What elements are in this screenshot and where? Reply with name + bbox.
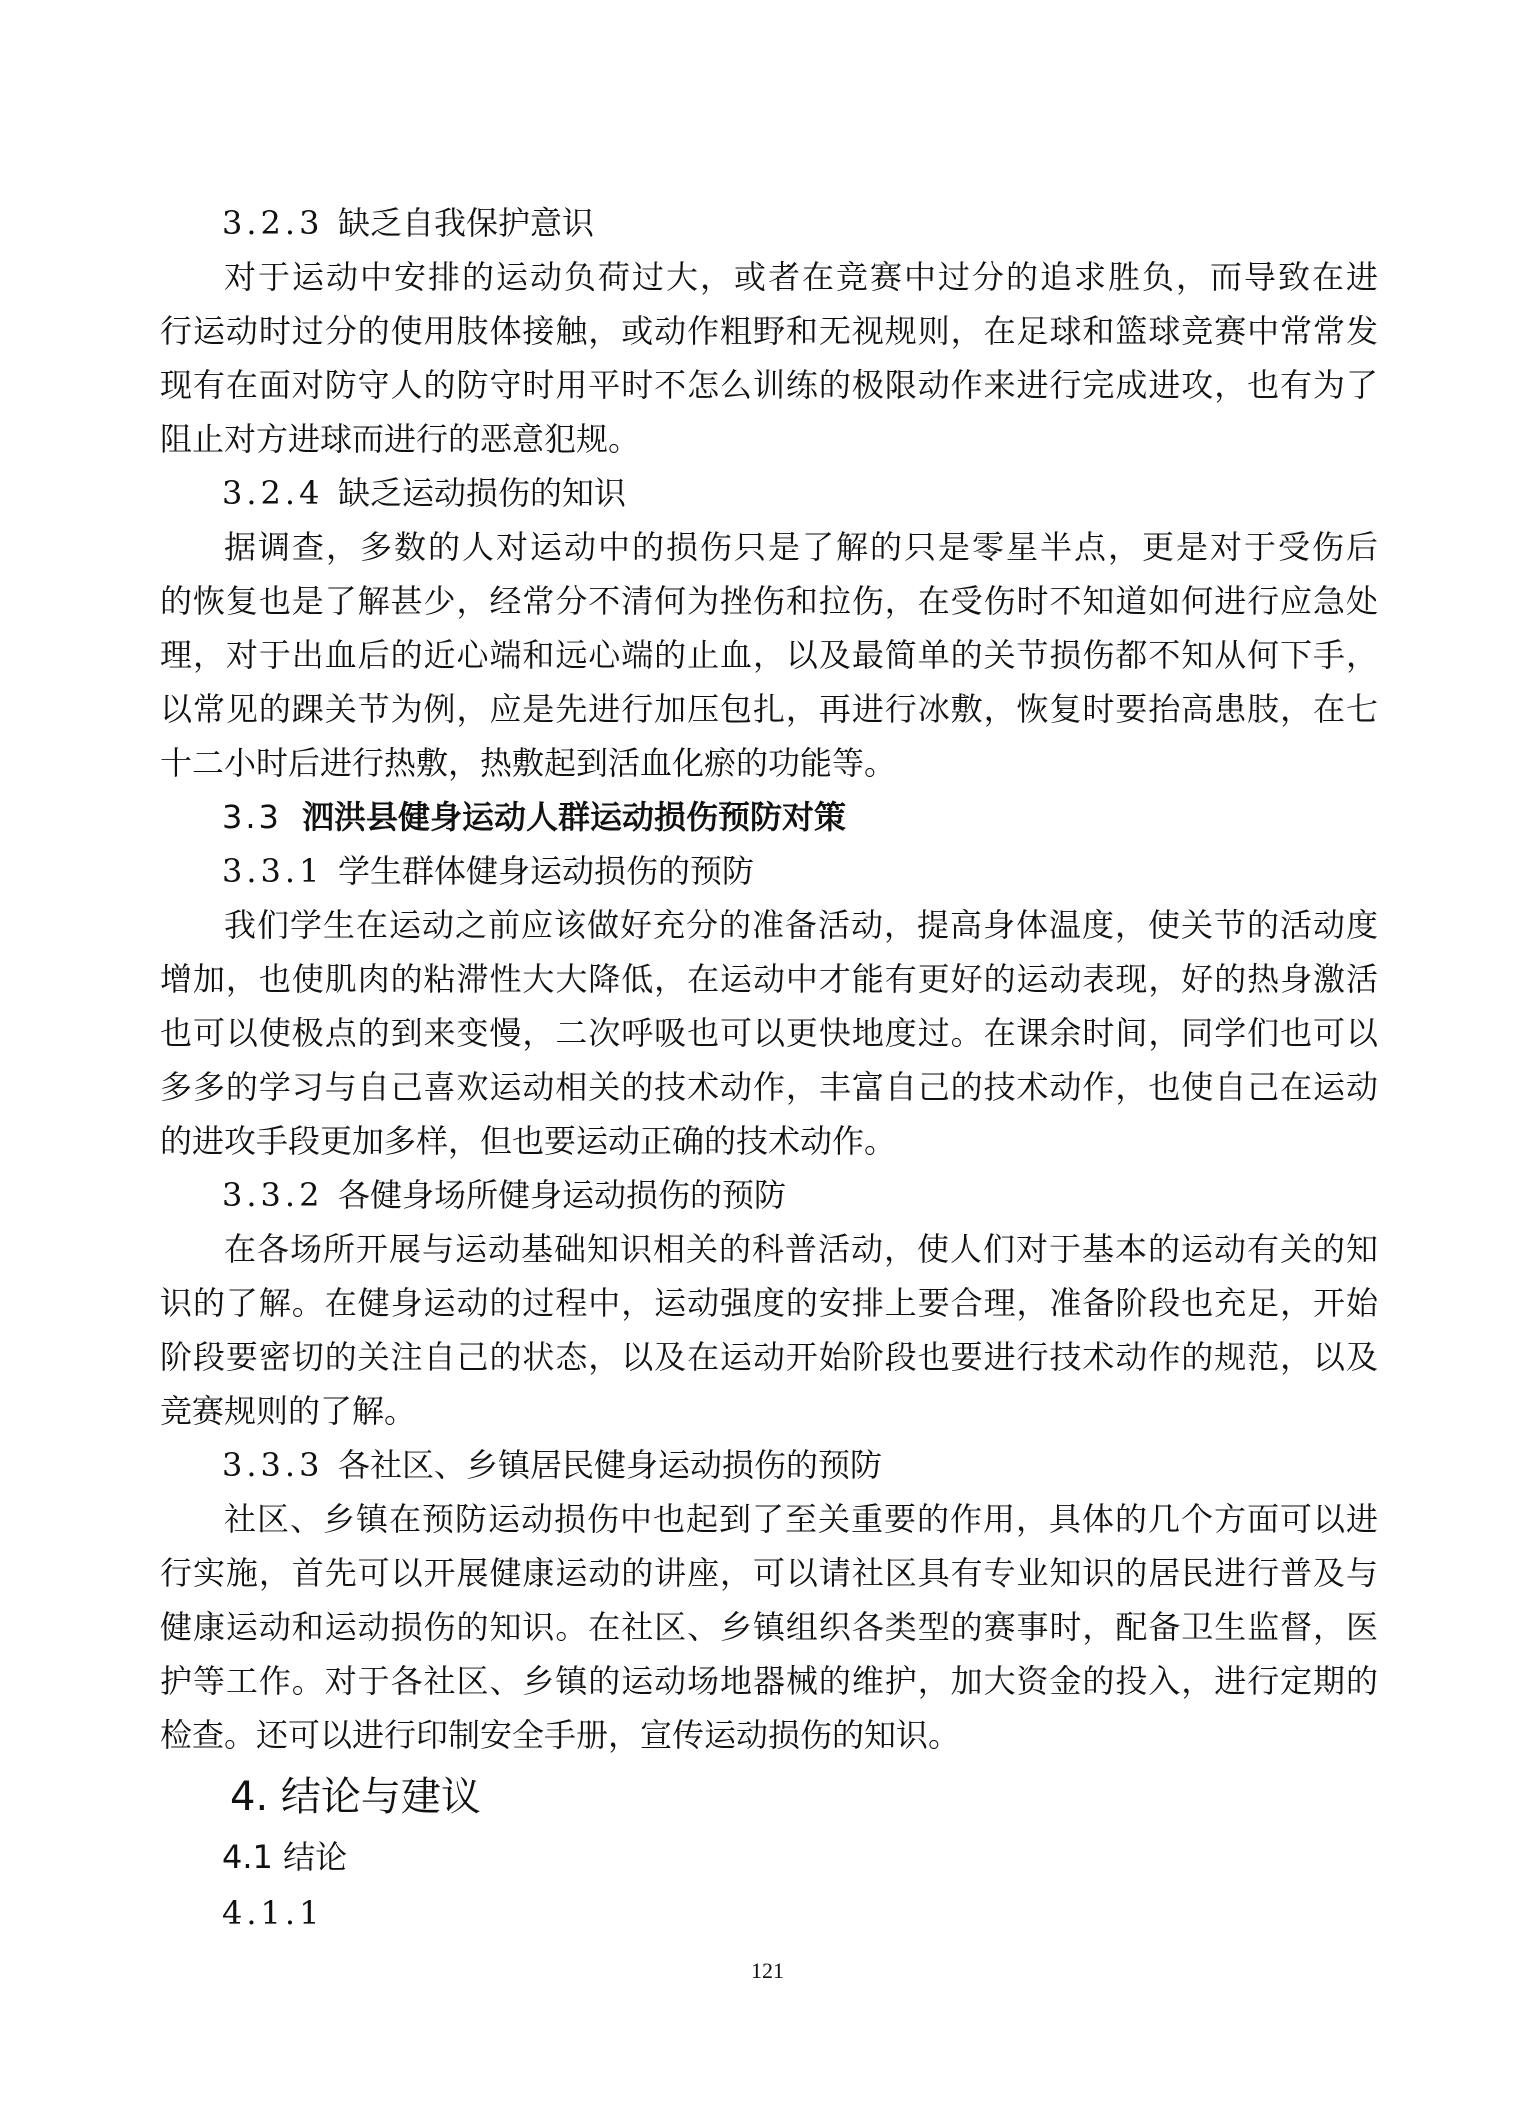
paragraph-line: 行运动时过分的使用肢体接触，或动作粗野和无视规则，在足球和篮球竞赛中常常发 [160, 312, 1378, 350]
paragraph-3-3-1 [160, 898, 1378, 1168]
paragraph-line: 的进攻手段更加多样，但也要运动正确的技术动作。 [160, 1122, 897, 1160]
paragraph-line: 十二小时后进行热敷，热敷起到活血化瘀的功能等。 [160, 744, 897, 782]
paragraph-line: 对于运动中安排的运动负荷过大，或者在竞赛中过分的追求胜负，而导致在进 [224, 258, 1378, 296]
heading-title: 各社区、乡镇居民健身运动损伤的预防 [338, 1446, 883, 1484]
paragraph-line: 行实施，首先可以开展健康运动的讲座，可以请社区具有专业知识的居民进行普及与 [160, 1554, 1378, 1592]
heading-3-3 [160, 790, 1378, 844]
paragraph-line: 的恢复也是了解甚少，经常分不清何为挫伤和拉伤，在受伤时不知道如何进行应急处 [160, 582, 1378, 620]
paragraph-line: 据调查，多数的人对运动中的损伤只是了解的只是零星半点，更是对于受伤后 [224, 528, 1378, 566]
paragraph-line: 健康运动和运动损伤的知识。在社区、乡镇组织各类型的赛事时，配备卫生监督，医 [160, 1608, 1378, 1646]
paragraph-line: 社区、乡镇在预防运动损伤中也起到了至关重要的作用，具体的几个方面可以进 [224, 1500, 1378, 1538]
paragraph-3-2-3 [160, 250, 1378, 466]
paragraph-3-3-3 [160, 1492, 1378, 1762]
heading-number: 3.3.2 [222, 1176, 324, 1214]
heading-number: 3.2.3 [222, 204, 324, 242]
heading-title: 各健身场所健身运动损伤的预防 [338, 1176, 787, 1214]
heading-title: 泗洪县健身运动人群运动损伤预防对策 [302, 798, 847, 836]
heading-title: 学生群体健身运动损伤的预防 [338, 852, 755, 890]
paragraph-line: 现有在面对防守人的防守时用平时不怎么训练的极限动作来进行完成进攻，也有为了 [160, 366, 1378, 404]
paragraph-3-2-4 [160, 520, 1378, 790]
heading-3-2-3 [160, 196, 1378, 250]
heading-number: 3.3.3 [222, 1446, 324, 1484]
heading-4-1-1: 4.1.1 [222, 1894, 324, 1932]
heading-number: 3.3.1 [222, 852, 324, 890]
paragraph-line: 增加，也使肌肉的粘滞性大大降低，在运动中才能有更好的运动表现，好的热身激活 [160, 960, 1378, 998]
heading-4-1: 4.1 结论 [222, 1838, 348, 1876]
paragraph-line: 阶段要密切的关注自己的状态，以及在运动开始阶段也要进行技术动作的规范，以及 [160, 1338, 1378, 1376]
paragraph-line: 也可以使极点的到来变慢，二次呼吸也可以更快地度过。在课余时间，同学们也可以 [160, 1014, 1378, 1052]
paragraph-line: 竞赛规则的了解。 [160, 1392, 417, 1430]
paragraph-line: 阻止对方进球而进行的恶意犯规。 [160, 420, 641, 458]
heading-3-3-2 [160, 1168, 1378, 1222]
paragraph-line: 多多的学习与自己喜欢运动相关的技术动作，丰富自己的技术动作，也使自己在运动 [160, 1068, 1378, 1106]
heading-3-2-4 [160, 466, 1378, 520]
page-number: 121 [751, 1958, 784, 1983]
heading-3-3-1 [160, 844, 1378, 898]
heading-title: 缺乏自我保护意识 [338, 204, 595, 242]
paragraph-line: 我们学生在运动之前应该做好充分的准备活动，提高身体温度，使关节的活动度 [224, 906, 1378, 944]
paragraph-3-3-2 [160, 1222, 1378, 1438]
paragraph-line: 检查。还可以进行印制安全手册，宣传运动损伤的知识。 [160, 1716, 961, 1754]
page-content [160, 196, 1378, 1940]
heading-4: 4. 结论与建议 [230, 1774, 481, 1820]
heading-3-3-3 [160, 1438, 1378, 1492]
paragraph-line: 在各场所开展与运动基础知识相关的科普活动，使人们对于基本的运动有关的知 [224, 1230, 1378, 1268]
paragraph-line: 以常见的踝关节为例，应是先进行加压包扎，再进行冰敷，恢复时要抬高患肢，在七 [160, 690, 1378, 728]
paragraph-line: 护等工作。对于各社区、乡镇的运动场地器械的维护，加大资金的投入，进行定期的 [160, 1662, 1378, 1700]
heading-number: 3.2.4 [222, 474, 324, 512]
paragraph-line: 理，对于出血后的近心端和远心端的止血，以及最简单的关节损伤都不知从何下手， [160, 636, 1378, 674]
heading-title: 缺乏运动损伤的知识 [338, 474, 627, 512]
heading-number: 3.3 [222, 798, 282, 836]
paragraph-line: 识的了解。在健身运动的过程中，运动强度的安排上要合理，准备阶段也充足，开始 [160, 1284, 1378, 1322]
